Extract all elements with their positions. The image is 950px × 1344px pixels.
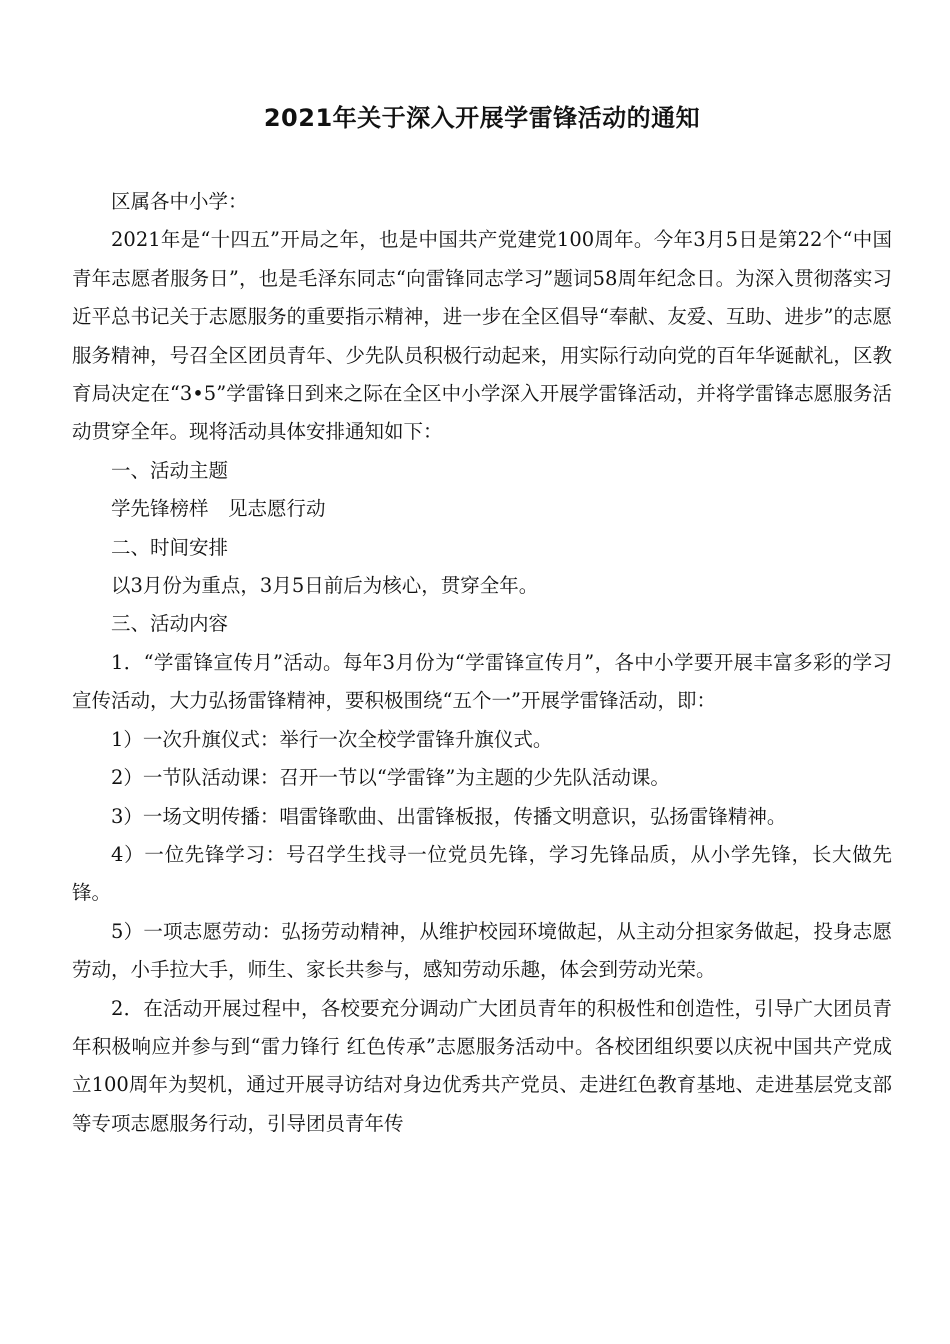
section-heading-schedule: 二、时间安排 [111,535,229,559]
intro-paragraph: 2021年是“十四五”开局之年，也是中国共产党建党100周年。今年3月5日是第22个“中国青年志愿者服务日”，也是毛泽东同志“向雷锋同志学习”题词58周年纪念日。为深入贯彻落实习近平总书记关于志愿服务的重要指示精神，进一步在全区倡导“奉献、友爱、互助、进步”的志愿服务精神，号召全区团员青年、少先队员积极行动起来，用实际行动向党的百年华诞献礼，区教育局决定在“3•5”学雷锋日到来之际在全区中小学深入开展学雷锋活动，并将学雷锋志愿服务活动贯穿全年。现将活动具体安排通知如下： [72,228,892,444]
section-heading-content: 三、活动内容 [111,612,229,636]
schedule-text: 以3月份为重点，3月5日前后为核心，贯穿全年。 [111,574,539,598]
theme-text: 学先锋榜样 见志愿行动 [111,497,326,521]
salutation: 区属各中小学： [111,190,248,213]
sub-item-2: 2）一节队活动课：召开一节以“学雷锋”为主题的少先队活动课。 [111,766,670,790]
content-item-1: 1．“学雷锋宣传月”活动。每年3月份为“学雷锋宣传月”，各中小学要开展丰富多彩的学习宣传活动，大力弘扬雷锋精神，要积极围绕“五个一”开展学雷锋活动，即： [72,650,892,713]
document-body [72,183,892,1143]
sub-item-1: 1）一次升旗仪式：举行一次全校学雷锋升旗仪式。 [111,727,553,751]
document-title: 2021年关于深入开展学雷锋活动的通知 [263,104,701,132]
section-heading-theme: 一、活动主题 [111,458,229,482]
sub-item-5: 5）一项志愿劳动：弘扬劳动精神，从维护校园环境做起，从主动分担家务做起，投身志愿劳动，小手拉大手，师生、家长共参与，感知劳动乐趣，体会到劳动光荣。 [72,919,892,982]
content-item-2: 2．在活动开展过程中，各校要充分调动广大团员青年的积极性和创造性，引导广大团员青年积极响应并参与到“雷力锋行 红色传承”志愿服务活动中。各校团组织要以庆祝中国共产党成立100周年为契机，通过开展寻访结对身边优秀共产党员、走进红色教育基地、走进基层党支部等专项志愿服务行动，引导团员青年传 [72,996,892,1135]
sub-item-4: 4）一位先锋学习：号召学生找寻一位党员先锋，学习先锋品质，从小学先锋，长大做先锋。 [72,842,892,905]
sub-item-3: 3）一场文明传播：唱雷锋歌曲、出雷锋板报，传播文明意识，弘扬雷锋精神。 [111,804,787,828]
